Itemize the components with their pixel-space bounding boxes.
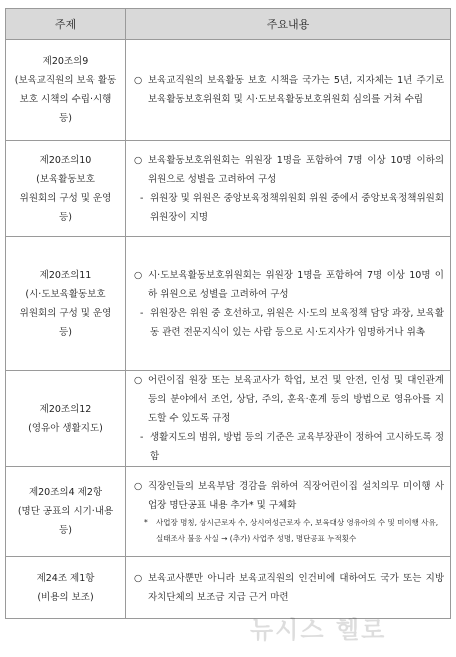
- circle-bullet-icon: ○: [134, 269, 143, 281]
- topic-line: 위원회의 구성 및 운영: [19, 307, 112, 319]
- footnote: [134, 515, 444, 547]
- table-row: [6, 467, 451, 557]
- table-row: [6, 40, 451, 141]
- content-cell: [126, 467, 451, 557]
- circle-bullet-icon: ○: [134, 572, 143, 584]
- topic-cell: [6, 557, 126, 619]
- circle-bullet-icon: ○: [134, 375, 143, 386]
- table-row: [6, 141, 451, 237]
- topic-line: 제24조 제1항: [36, 572, 95, 584]
- content-paragraph: [134, 266, 444, 304]
- paragraph-text: 시·도보육활동보호위원회는 위원장 1명을 포함하여 7명 이상 10명 이하 위원으로 성별을 고려하여 구성: [148, 269, 444, 300]
- content-paragraph: [134, 371, 444, 428]
- content-cell: [126, 237, 451, 371]
- topic-line: (보육활동보호: [36, 173, 95, 185]
- circle-bullet-icon: ○: [134, 75, 143, 86]
- header-topic: 주제: [6, 9, 126, 40]
- sub-item: [134, 189, 444, 227]
- circle-bullet-icon: ○: [134, 154, 143, 166]
- topic-line: (시·도보육활동보호: [25, 288, 106, 300]
- paragraph-text: 어린이집 원장 또는 보육교사가 학업, 보건 및 안전, 인성 및 대인관계 등의 분야에서 조언, 상담, 주의, 훈육·훈계 등의 방법으로 영유아를 지도할 수 있도록 규정: [148, 375, 444, 424]
- table-row: [6, 237, 451, 371]
- sub-item-text: 위원장은 위원 중 호선하고, 위원은 시·도의 보육정책 담당 과장, 보육활동 관련 전문지식이 있는 사람 등으로 시·도지사가 임명하거나 위촉: [150, 307, 444, 338]
- paragraph-text: 보육교직원의 보육활동 보호 시책을 국가는 5년, 지자체는 1년 주기로 보육활동보호위원회 및 시·도보육활동보호위원회 심의를 거쳐 수립: [148, 75, 444, 105]
- topic-line: 등): [59, 326, 72, 338]
- topic-cell: [6, 40, 126, 141]
- content-cell: [126, 371, 451, 467]
- topic-line: 제20조의12: [39, 403, 92, 415]
- topic-cell: [6, 371, 126, 467]
- topic-line: 제20조의4 제2항: [28, 487, 103, 498]
- paragraph-text: 직장인들의 보육부담 경감을 위하여 직장어린이집 설치의무 미이행 사업장 명단공표 내용 추가* 및 구체화: [148, 480, 444, 511]
- content-paragraph: [134, 71, 444, 109]
- sub-item-text: 위원장 및 위원은 중앙보육정책위원회 위원 중에서 중앙보육정책위원회 위원장이 지명: [150, 192, 444, 223]
- topic-line: 제20조의9: [42, 56, 89, 67]
- topic-line: 제20조의11: [39, 269, 92, 281]
- content-paragraph: [134, 477, 444, 515]
- table-row: [6, 371, 451, 467]
- paragraph-text: 보육교사뿐만 아니라 보육교직원의 인건비에 대하여도 국가 또는 지방자치단체의 보조금 지급 근거 마련: [148, 572, 444, 603]
- sub-item: [134, 304, 444, 342]
- paragraph-text: 보육활동보호위원회는 위원장 1명을 포함하여 7명 이상 10명 이하의 위원으로 성별을 고려하여 구성: [148, 154, 444, 185]
- topic-line: 제20조의10: [39, 154, 92, 166]
- topic-cell: [6, 467, 126, 557]
- law-summary-table: [5, 8, 451, 619]
- watermark-logo: 뉴시스 헬로: [250, 616, 387, 644]
- content-cell: [126, 141, 451, 237]
- footnote-text: 사업장 명칭, 상시근로자 수, 상시여성근로자 수, 보육대상 영유아의 수 및 미이행 사유, 실태조사 불응 사실 → (추가) 사업주 성명, 명단공표 누적횟수: [156, 517, 439, 543]
- topic-line: 보호 시책의 수립·시행: [19, 94, 112, 105]
- content-cell: [126, 40, 451, 141]
- topic-cell: [6, 237, 126, 371]
- topic-line: (보육교직원의 보육 활동: [14, 75, 117, 86]
- topic-line: (영유아 생활지도): [28, 422, 103, 434]
- content-paragraph: [134, 151, 444, 189]
- dash-bullet-icon: -: [140, 192, 144, 204]
- topic-line: 등): [59, 211, 72, 223]
- dash-bullet-icon: -: [140, 307, 144, 319]
- topic-line: 등): [59, 525, 72, 536]
- circle-bullet-icon: ○: [134, 480, 143, 492]
- topic-line: 등): [59, 113, 72, 124]
- content-paragraph: [134, 569, 444, 607]
- asterisk-icon: *: [144, 517, 148, 527]
- topic-cell: [6, 141, 126, 237]
- topic-line: (명단 공표의 시기·내용: [17, 506, 114, 517]
- topic-line: 위원회의 구성 및 운영: [19, 192, 112, 204]
- topic-line: (비용의 보조): [37, 591, 94, 603]
- sub-item: [134, 428, 444, 466]
- dash-bullet-icon: -: [140, 432, 144, 443]
- header-content: 주요내용: [126, 9, 451, 40]
- sub-item-text: 생활지도의 범위, 방법 등의 기준은 교육부장관이 정하여 고시하도록 정함: [150, 432, 444, 462]
- table-header-row: [6, 9, 451, 40]
